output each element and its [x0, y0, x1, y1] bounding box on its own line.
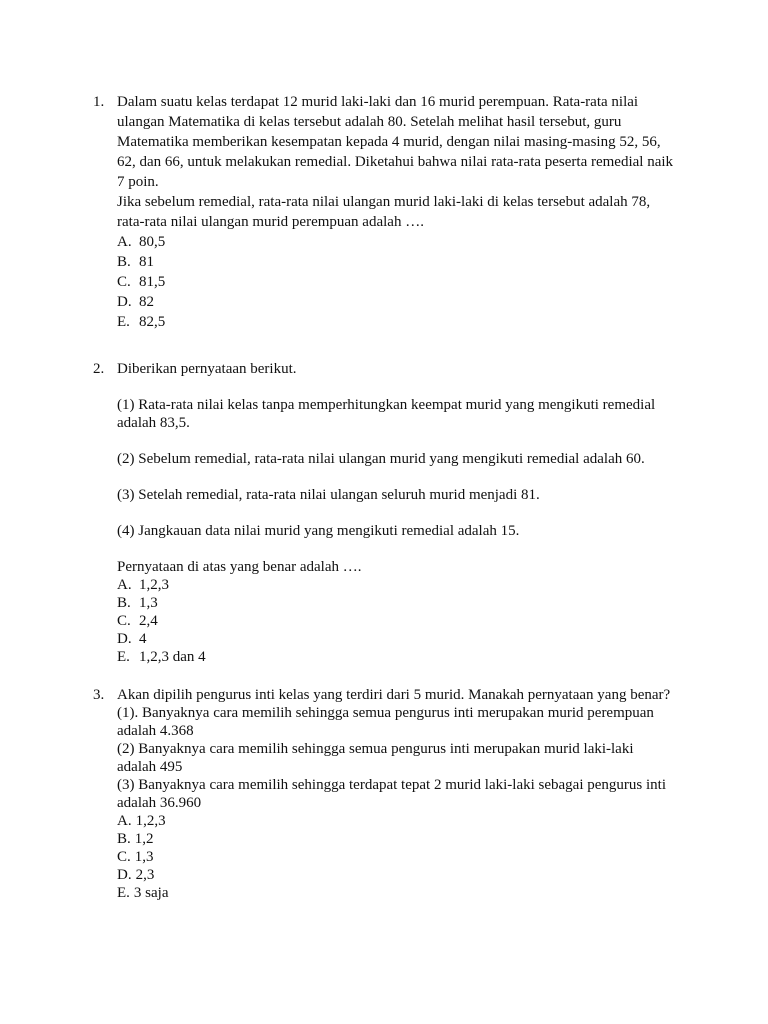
- option-letter: E.: [117, 649, 130, 665]
- option-letter: C.: [117, 849, 131, 865]
- question-text-line: Akan dipilih pengurus inti kelas yang terdiri dari 5 murid. Manakah pernyataan yang benar?: [117, 687, 671, 703]
- question-2: [93, 360, 683, 666]
- option-text: 81,5: [139, 274, 166, 290]
- question-text-line: (2) Banyaknya cara memilih sehingga semua pengurus inti merupakan murid laki-laki: [117, 741, 634, 757]
- question-3: [93, 686, 683, 902]
- answer-option[interactable]: [117, 866, 683, 884]
- question-text-line: 62, dan 66, untuk melakukan remedial. Diketahui bahwa nilai rata-rata peserta remedial naik: [117, 154, 674, 170]
- option-letter: A.: [117, 234, 132, 250]
- question-text-line: adalah 36.960: [117, 795, 202, 811]
- option-text: 1,2: [134, 831, 154, 847]
- question-number: 3.: [93, 687, 105, 703]
- answer-option[interactable]: [117, 232, 683, 252]
- answer-option[interactable]: [117, 312, 683, 332]
- option-text: 82: [139, 294, 154, 310]
- option-text: 82,5: [139, 314, 166, 330]
- answer-option[interactable]: [117, 884, 683, 902]
- option-letter: C.: [117, 274, 131, 290]
- question-1: [93, 92, 683, 332]
- question-number: 1.: [93, 94, 105, 110]
- question-prompt: Pernyataan di atas yang benar adalah ….: [117, 559, 362, 575]
- question-body: [117, 360, 683, 666]
- answer-option[interactable]: [117, 252, 683, 272]
- question-number: 2.: [93, 361, 105, 377]
- statement-line: adalah 83,5.: [117, 415, 190, 431]
- question-intro: Diberikan pernyataan berikut.: [117, 361, 297, 377]
- option-letter: D.: [117, 867, 132, 883]
- question-text-line: ulangan Matematika di kelas tersebut adalah 80. Setelah melihat hasil tersebut, guru: [117, 114, 622, 130]
- answer-option[interactable]: [117, 812, 683, 830]
- question-text-line: Jika sebelum remedial, rata-rata nilai ulangan murid laki-laki di kelas tersebut adalah 78,: [117, 194, 651, 210]
- option-letter: D.: [117, 631, 132, 647]
- answer-option[interactable]: [117, 594, 683, 612]
- option-letter: A.: [117, 577, 132, 593]
- option-letter: E.: [117, 885, 130, 901]
- option-text: 1,2,3: [139, 577, 169, 593]
- statement-line: (1) Rata-rata nilai kelas tanpa memperhitungkan keempat murid yang mengikuti remedial: [117, 397, 656, 413]
- answer-option[interactable]: [117, 648, 683, 666]
- option-letter: A.: [117, 813, 132, 829]
- option-letter: B.: [117, 595, 131, 611]
- option-text: 80,5: [139, 234, 166, 250]
- question-text-line: Matematika memberikan kesempatan kepada 4 murid, dengan nilai masing-masing 52, 56,: [117, 134, 661, 150]
- question-text-line: adalah 4.368: [117, 723, 194, 739]
- question-body: [117, 686, 683, 902]
- question-text-line: Dalam suatu kelas terdapat 12 murid laki-laki dan 16 murid perempuan. Rata-rata nilai: [117, 94, 639, 110]
- option-text: 3 saja: [133, 885, 169, 901]
- option-text: 1,3: [134, 849, 154, 865]
- answer-option[interactable]: [117, 630, 683, 648]
- answer-option[interactable]: [117, 292, 683, 312]
- answer-option[interactable]: [117, 848, 683, 866]
- answer-option[interactable]: [117, 830, 683, 848]
- question-text-line: (3) Banyaknya cara memilih sehingga terdapat tepat 2 murid laki-laki sebagai pengurus inti: [117, 777, 666, 793]
- question-text-line: 7 poin.: [117, 174, 159, 190]
- answer-option[interactable]: [117, 576, 683, 594]
- option-letter: B.: [117, 254, 131, 270]
- statement-line: (4) Jangkauan data nilai murid yang mengikuti remedial adalah 15.: [117, 523, 520, 539]
- option-text: 2,3: [135, 867, 155, 883]
- question-body: [117, 92, 683, 332]
- question-text-line: rata-rata nilai ulangan murid perempuan adalah ….: [117, 214, 424, 230]
- option-letter: D.: [117, 294, 132, 310]
- option-text: 81: [139, 254, 154, 270]
- question-text-line: (1). Banyaknya cara memilih sehingga semua pengurus inti merupakan murid perempuan: [117, 705, 654, 721]
- question-text-line: adalah 495: [117, 759, 183, 775]
- option-letter: C.: [117, 613, 131, 629]
- statement-line: (3) Setelah remedial, rata-rata nilai ulangan seluruh murid menjadi 81.: [117, 487, 540, 503]
- option-text: 2,4: [139, 613, 158, 629]
- option-text: 4: [139, 631, 147, 647]
- option-letter: E.: [117, 314, 130, 330]
- answer-option[interactable]: [117, 612, 683, 630]
- option-text: 1,2,3 dan 4: [139, 649, 206, 665]
- statement-line: (2) Sebelum remedial, rata-rata nilai ulangan murid yang mengikuti remedial adalah 60.: [117, 451, 645, 467]
- option-letter: B.: [117, 831, 131, 847]
- option-text: 1,3: [139, 595, 158, 611]
- answer-option[interactable]: [117, 272, 683, 292]
- option-text: 1,2,3: [135, 813, 166, 829]
